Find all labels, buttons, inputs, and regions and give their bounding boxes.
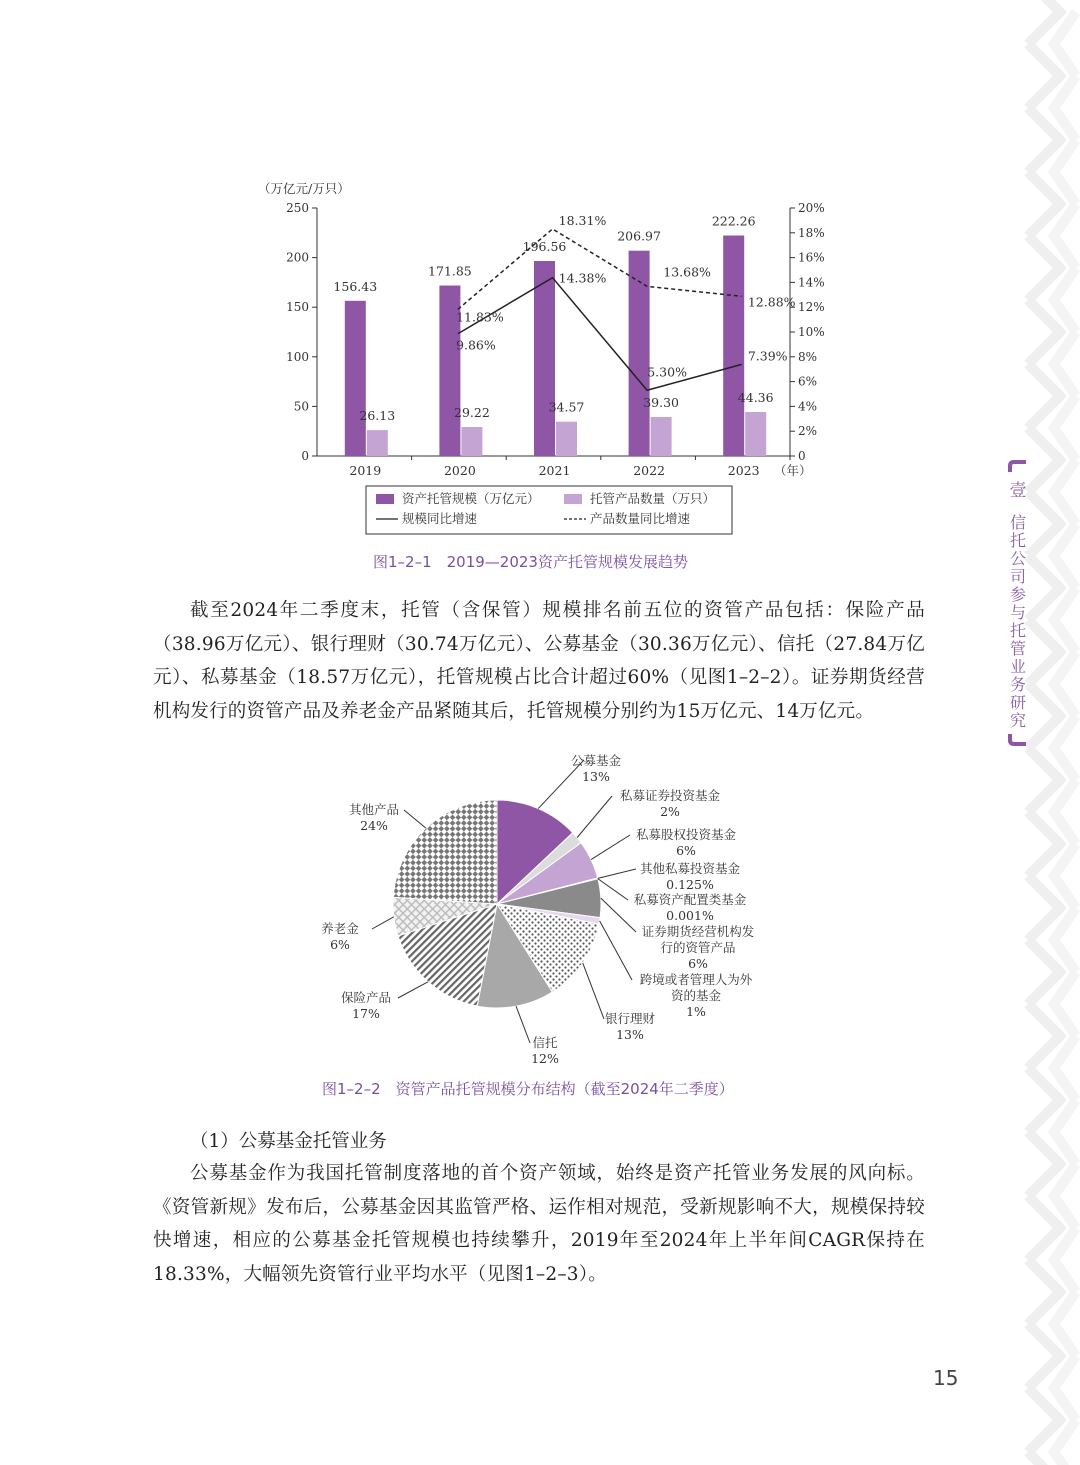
leader-line [516, 1006, 530, 1043]
figure2-caption: 图1–2–2 资管产品托管规模分布结构（截至2024年二季度） [322, 1080, 734, 1098]
bar-data-label: 26.13 [359, 408, 396, 424]
leader-line [600, 921, 632, 980]
line-data-label: 11.83% [456, 309, 504, 325]
line-data-label: 12.88% [747, 294, 796, 310]
slice-name-label: 信托 [532, 1035, 558, 1050]
paragraph-2: 公募基金作为我国托管制度落地的首个资产领域，始终是资产托管业务发展的风向标。《资管新规》发布后，公募基金因其监管严格、运作相对规范，受新规影响不大，规模保持较快增速，相应的公募基金托管规模也持续攀升，2019年至2024年上半年间CAGR保持在18.33%，大幅领先资管行业平均水平（见图1–2–3）。 [153, 1163, 925, 1285]
bar-data-label: 156.43 [333, 278, 378, 294]
slice-value-label: 12% [531, 1051, 559, 1066]
bar-data-label: 222.26 [711, 213, 756, 229]
slice-name-label: 其他产品 [348, 802, 400, 817]
slice-value-label: 1% [686, 1004, 706, 1019]
slice-name-label: 银行理财 [604, 1011, 656, 1026]
slice-value-label: 0.125% [666, 877, 714, 892]
line-data-label: 18.31% [558, 212, 607, 228]
line-data-label: 9.86% [456, 337, 496, 353]
page-number: 15 [933, 1366, 959, 1390]
slice-value-label: 0.001% [666, 908, 714, 923]
line-data-label: 7.39% [747, 348, 788, 364]
pie-slice [393, 800, 497, 904]
slice-name-label: 其他私募投资基金 [639, 861, 741, 876]
slice-name-label: 保险产品 [340, 990, 392, 1005]
right-tick-label: 14% [798, 275, 825, 290]
x-tick-label: 2020 [443, 463, 476, 478]
right-tick-label: 16% [798, 250, 825, 265]
right-tick-label: 12% [798, 300, 825, 315]
left-tick-label: 250 [286, 201, 309, 215]
right-tick-label: 20% [798, 201, 825, 215]
x-tick-label: 2019 [349, 463, 382, 478]
legend-label: 产品数量同比增速 [590, 511, 691, 526]
chapter-number: 壹 [1009, 481, 1027, 501]
line-data-label: 5.30% [647, 364, 687, 380]
chapter-title: 信 托 公 司 参 与 托 管 业 务 研 究 [1009, 513, 1026, 730]
slice-name-label: 行的资管产品 [660, 940, 736, 955]
right-tick-label: 10% [798, 325, 825, 339]
bar-data-label: 196.56 [522, 239, 567, 255]
bar-data-label: 34.57 [548, 399, 585, 415]
line-data-label: 13.68% [663, 264, 711, 280]
leader-line [372, 917, 394, 929]
paragraph-1: 截至2024年二季度末，托管（含保管）规模排名前五位的资管产品包括：保险产品（38.96万亿元）、银行理财（30.74万亿元）、公募基金（30.36万亿元）、信托（27.84万亿元）、私募基金（18.57万亿元），托管规模占比合计超过60%（见图1–2–2）。证券期货经营机构发行的资管产品及养老金产品紧随其后，托管规模分别约为15万亿元、14万亿元。 [153, 600, 925, 722]
left-tick-label: 0 [301, 449, 309, 463]
legend-label: 规模同比增速 [402, 511, 478, 526]
slice-value-label: 24% [360, 818, 388, 833]
slice-value-label: 2% [660, 804, 680, 819]
bar-data-label: 171.85 [428, 263, 472, 279]
figure1-caption: 图1–2–1 2019—2023资产托管规模发展趋势 [373, 553, 688, 571]
right-tick-label: 18% [798, 225, 825, 240]
slice-value-label: 13% [616, 1027, 644, 1042]
left-tick-label: 100 [286, 349, 309, 364]
slice-name-label: 证券期货经营机构发 [641, 924, 755, 939]
right-tick-label: 0 [798, 449, 806, 463]
x-tick-label: 2023 [727, 463, 760, 478]
x-tick-label: 2021 [538, 463, 571, 478]
leader-line [398, 982, 428, 998]
slice-value-label: 13% [582, 769, 610, 784]
line-data-label: 14.38% [558, 270, 607, 286]
unit-label: （万亿元/万只） [258, 181, 350, 196]
leader-line [598, 879, 628, 900]
slice-value-label: 6% [688, 956, 708, 971]
left-tick-label: 150 [286, 300, 309, 315]
slice-name-label: 私募证券投资基金 [619, 788, 721, 803]
slice-name-label: 公募基金 [570, 753, 622, 768]
x-unit-label: （年） [774, 463, 812, 478]
slice-value-label: 17% [352, 1006, 380, 1021]
slice-value-label: 6% [676, 843, 696, 858]
leader-line [577, 796, 612, 838]
slice-name-label: 私募股权投资基金 [635, 827, 737, 842]
right-tick-label: 4% [798, 399, 818, 414]
bar-data-label: 206.97 [617, 228, 661, 244]
right-tick-label: 6% [798, 374, 818, 389]
leader-line [598, 869, 636, 878]
slice-name-label: 跨境或者管理人为外 [639, 972, 753, 987]
x-tick-label: 2022 [633, 463, 666, 478]
slice-name-label: 养老金 [321, 921, 359, 936]
leader-line [601, 898, 636, 932]
bar-data-label: 29.22 [454, 405, 490, 421]
slice-name-label: 资的基金 [670, 988, 722, 1003]
leader-line [583, 963, 604, 1019]
legend-label: 托管产品数量（万只） [590, 491, 716, 506]
section-heading: （1）公募基金托管业务 [190, 1131, 387, 1152]
left-tick-label: 200 [286, 250, 309, 265]
right-tick-label: 2% [798, 424, 818, 439]
leader-line [404, 810, 426, 828]
slice-name-label: 私募资产配置类基金 [633, 892, 747, 907]
bar-data-label: 44.36 [737, 389, 774, 405]
legend-label: 资产托管规模（万亿元） [402, 491, 540, 506]
bar-data-label: 39.30 [643, 395, 679, 411]
right-tick-label: 8% [798, 349, 818, 364]
left-tick-label: 50 [293, 399, 309, 414]
slice-value-label: 6% [330, 937, 350, 952]
leader-line [591, 835, 630, 860]
